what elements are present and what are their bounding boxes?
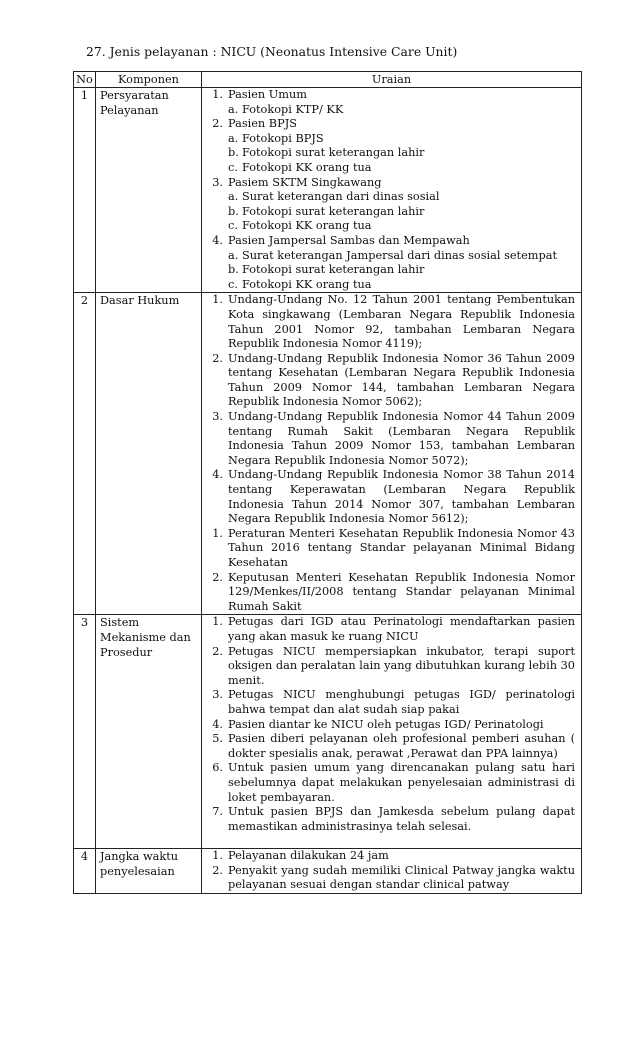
sub-item (202, 132, 575, 147)
list-item-text: Petugas NICU mempersiapkan inkubator, terapi suport oksigen dan peralatan lain yang dibutuhkan kurang lebih 30 menit. (228, 644, 575, 687)
row-number: 1 (74, 88, 96, 293)
list-item-number: 3. (212, 688, 223, 702)
uraian-list (202, 88, 581, 292)
sub-item (202, 190, 575, 205)
list-item-number: 2. (212, 644, 223, 658)
uraian-list (202, 849, 581, 893)
list-item (202, 645, 575, 689)
table-header-row (74, 72, 582, 88)
list-item-text: Pasien BPJS (228, 117, 297, 131)
sub-item-text: Fotokopi surat keterangan lahir (242, 146, 425, 160)
header-komponen: Komponen (96, 72, 202, 88)
list-item (202, 468, 575, 526)
list-item-number: 5. (212, 732, 223, 746)
list-item-number: 1. (212, 526, 223, 540)
row-uraian-cell (202, 615, 582, 849)
list-item-text: Petugas NICU menghubungi petugas IGD/ perinatologi bahwa tempat dan alat sudah siap pakai (228, 688, 575, 716)
list-item-text: Pasiem SKTM Singkawang (228, 175, 382, 189)
sub-item-text: Fotokopi surat keterangan lahir (242, 263, 425, 277)
row-komponen-cell (96, 293, 202, 615)
list-item-text: Pasien Umum (228, 88, 308, 101)
row-number: 3 (74, 615, 96, 849)
row-uraian-cell (202, 88, 582, 293)
row-uraian-cell (202, 849, 582, 894)
sub-item (202, 161, 575, 176)
list-item-text: Peraturan Menteri Kesehatan Republik Indonesia Nomor 43 Tahun 2016 tentang Standar pelayanan Minimal Bidang Kesehatan (228, 526, 575, 569)
list-item-number: 3. (212, 410, 223, 424)
list-item-number: 4. (212, 468, 223, 482)
list-item-number: 1. (212, 88, 223, 101)
header-uraian: Uraian (202, 72, 582, 88)
list-item-text: Pelayanan dilakukan 24 jam (228, 849, 389, 863)
sub-item-letter: b. (228, 204, 239, 218)
table-row (74, 849, 582, 894)
sub-item (202, 146, 575, 161)
row-komponen: Jangka waktu penyelesaian (100, 850, 179, 878)
list-item-text: Untuk pasien BPJS dan Jamkesda sebelum pulang dapat memastikan administrasinya telah selesai. (228, 805, 575, 833)
sub-item (202, 249, 575, 264)
row-uraian-cell (202, 293, 582, 615)
list-item-number: 3. (212, 175, 223, 189)
sub-item (202, 103, 575, 118)
service-table (73, 71, 582, 894)
sub-item-text: Fotokopi KTP/ KK (242, 102, 344, 116)
list-item-text: Undang-Undang Republik Indonesia Nomor 44 Tahun 2009 tentang Rumah Sakit (Lembaran Negara Republik Indonesia Tahun 2009 Nomor 153, tambahan Lembaran Negara Republik Indonesia Nomor 5072); (228, 410, 575, 467)
list-item-number: 1. (212, 615, 223, 629)
list-item (202, 571, 575, 615)
row-komponen-cell (96, 849, 202, 894)
sub-item-letter: a. (228, 190, 239, 204)
row-number: 4 (74, 849, 96, 894)
sub-item-text: Fotokopi surat keterangan lahir (242, 204, 425, 218)
list-item (202, 88, 575, 103)
list-item-text: Pasien diantar ke NICU oleh petugas IGD/ Perinatologi (228, 717, 544, 731)
table-row (74, 293, 582, 615)
sub-item-text: Fotokopi KK orang tua (242, 219, 372, 233)
list-item-text: Untuk pasien umum yang direncanakan pulang satu hari sebelumnya dapat melakukan penyelesaian administrasi di loket pembayaran. (228, 761, 575, 804)
sub-item (202, 219, 575, 234)
list-item-text: Penyakit yang sudah memiliki Clinical Patway jangka waktu pelayanan sesuai dengan standar clinical patway (228, 863, 575, 892)
sub-item-letter: c. (228, 277, 238, 291)
row-komponen: Sistem Mekanisme dan Prosedur (100, 616, 191, 659)
list-item-text: Undang-Undang No. 12 Tahun 2001 tentang Pembentukan Kota singkawang (Lembaran Negara Republik Indonesia Tahun 2001 Nomor 92, tambahan Lembaran Negara Republik Indonesia Nomor 4119); (228, 293, 575, 351)
row-komponen: Dasar Hukum (100, 294, 180, 308)
list-item (202, 718, 575, 733)
list-item-text: Petugas dari IGD atau Perinatologi mendaftarkan pasien yang akan masuk ke ruang NICU (228, 615, 575, 643)
list-item-text: Pasien diberi pelayanan oleh profesional pemberi asuhan ( dokter spesialis anak, perawat ,Perawat dan PPA lainnya) (228, 732, 575, 760)
sub-item-text: Fotokopi BPJS (242, 131, 324, 145)
list-item (202, 117, 575, 132)
list-item-number: 2. (212, 570, 223, 584)
list-item (202, 410, 575, 468)
list-item (202, 352, 575, 410)
list-item (202, 805, 575, 834)
list-item-number: 4. (212, 233, 223, 247)
list-item (202, 176, 575, 191)
table-row (74, 88, 582, 293)
list-item (202, 527, 575, 571)
sub-item-letter: a. (228, 248, 239, 262)
list-item (202, 732, 575, 761)
list-item (202, 615, 575, 644)
list-item-number: 2. (212, 117, 223, 131)
row-komponen-cell (96, 615, 202, 849)
uraian-list (202, 293, 581, 614)
list-item-number: 7. (212, 805, 223, 819)
list-item-number: 1. (212, 293, 223, 307)
row-number: 2 (74, 293, 96, 615)
list-item-number: 4. (212, 717, 223, 731)
sub-item-letter: a. (228, 131, 239, 145)
sub-item-text: Fotokopi KK orang tua (242, 160, 372, 174)
list-item-number: 2. (212, 351, 223, 365)
sub-item-text: Surat keterangan dari dinas sosial (242, 190, 440, 204)
sub-item (202, 205, 575, 220)
sub-item-letter: b. (228, 263, 239, 277)
list-item (202, 293, 575, 351)
list-item (202, 849, 575, 864)
sub-item-letter: c. (228, 160, 238, 174)
sub-item (202, 278, 575, 293)
section-title: 27. Jenis pelayanan : NICU (Neonatus Intensive Care Unit) (86, 44, 458, 59)
list-item-text: Undang-Undang Republik Indonesia Nomor 36 Tahun 2009 tentang Kesehatan (Lembaran Negara Republik Indonesia Tahun 2009 Nomor 144, tambahan Lembaran Negara Republik Indonesia Nomor 5062); (228, 351, 575, 409)
list-item (202, 864, 575, 893)
list-item-number: 1. (212, 849, 223, 863)
list-item (202, 234, 575, 249)
list-item-number: 6. (212, 761, 223, 775)
list-item-text: Undang-Undang Republik Indonesia Nomor 38 Tahun 2014 tentang Keperawatan (Lembaran Negara Republik Indonesia Tahun 2014 Nomor 307, tambahan Lembaran Negara Republik Indonesia Nomor 5612); (228, 468, 575, 526)
sub-item-letter: c. (228, 219, 238, 233)
list-item (202, 688, 575, 717)
table-row (74, 615, 582, 849)
header-no: No (74, 72, 96, 88)
list-item-text: Pasien Jampersal Sambas dan Mempawah (228, 233, 470, 247)
sub-item-text: Fotokopi KK orang tua (242, 277, 372, 291)
list-item (202, 761, 575, 805)
sub-item (202, 263, 575, 278)
sub-item-letter: b. (228, 146, 239, 160)
list-item-number: 2. (212, 863, 223, 877)
sub-item-text: Surat keterangan Jampersal dari dinas sosial setempat (242, 248, 558, 262)
list-item-text: Keputusan Menteri Kesehatan Republik Indonesia Nomor 129/Menkes/II/2008 tentang Standar pelayanan Minimal Rumah Sakit (228, 570, 575, 613)
row-komponen: Persyaratan Pelayanan (100, 89, 169, 117)
uraian-list (202, 615, 581, 848)
sub-item-letter: a. (228, 102, 239, 116)
row-komponen-cell (96, 88, 202, 293)
